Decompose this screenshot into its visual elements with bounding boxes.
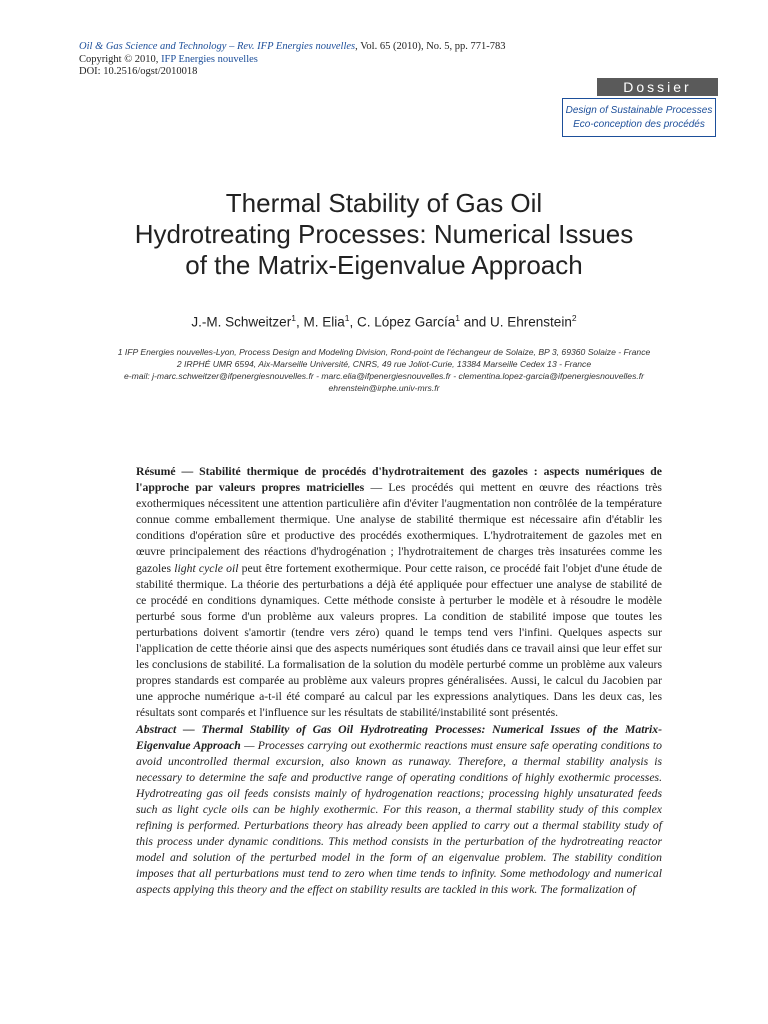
affiliation-1: 1 IFP Energies nouvelles-Lyon, Process Design and Modeling Division, Rond-point de l'échangeur de Solaize, BP 3, 69360 Solaize - France: [117, 347, 651, 357]
author-emails: e-mail: j-marc.schweitzer@ifpenergiesnouvelles.fr - marc.elia@ifpenergiesnouvelles.fr - clementina.lopez-garcia@ifpenergiesnouvelles.fr: [123, 371, 645, 381]
dossier-topic-box: [562, 98, 716, 137]
author-affiliation-mark: 1: [455, 313, 460, 323]
doi: DOI: 10.2516/ogst/2010018: [79, 66, 198, 77]
copyright-text: Copyright © 2010,: [79, 53, 162, 65]
author-name: C. López García: [356, 314, 456, 330]
resume-paragraph: [136, 464, 662, 722]
author-separator: ,: [349, 314, 357, 330]
title-line-3: of the Matrix-Eigenvalue Approach: [185, 250, 583, 280]
abstracts: [136, 464, 662, 899]
copyright-line: [79, 54, 506, 67]
publisher-link[interactable]: IFP Energies nouvelles: [161, 53, 258, 65]
abstract-body: — Processes carrying out exothermic reactions must ensure safe operating conditions to avoid uncontrolled thermal excursion, also known as runaway. Therefore, a thermal stability analysis is necessary to determine the safe and productive range of operating conditions of highly exothermic processes. Hydrotreating gas oil feeds consists mainly of hydrogenation reactions; processing highly unsaturated feeds such as light cycle oils can be highly exothermic. For this reason, a thermal stability study of this complex refining is performed. Perturbations theory has already been applied to carry out a thermal stability study of this process under dynamic conditions. This method consists in the perturbation of the hydrotreating reactor model and solution of the perturbed model in the form of an eigenvalue problem. The stability condition imposes that all perturbations must tend to zero when time tends to infinity. Some methodology and numerical aspects applying this theory and the effect on stability results are tackled in this work. The formalization of: [136, 738, 663, 897]
resume-body-part-1: — Les procédés qui mettent en œuvre des réactions très exothermiques nécessitent une attention particulière afin d'éviter l'augmentation non contrôlée de la température connue comme emballement thermique. Une analyse de stabilité thermique est nécessaire afin d'établir les conditions d'opération sûre et productive des procédés exothermiques. L'hydrotraitement de gazoles met en œuvre principalement des réactions d'hydrogénation ; l'hydrotraitement de charges très insaturées comme les gazoles: [136, 481, 662, 575]
resume-heading: Résumé — Stabilité thermique de procédés d'hydrotraitement des gazoles : aspects numériques de l'approche par valeurs propres matricielles: [136, 465, 662, 495]
title-line-2: Hydrotreating Processes: Numerical Issues: [134, 219, 634, 249]
author-emails-continued: ehrenstein@irphe.univ-mrs.fr: [328, 383, 440, 393]
paper-title: [60, 188, 708, 281]
journal-header: [79, 41, 506, 79]
author-name: J.-M. Schweitzer: [191, 314, 292, 330]
affiliation-2: 2 IRPHÉ UMR 6594, Aix-Marseille Université, CNRS, 49 rue Joliot-Curie, 13384 Marseille Cedex 13 - France: [176, 359, 592, 369]
author-affiliation-mark: 2: [571, 313, 577, 323]
title-line-1: Thermal Stability of Gas Oil: [225, 188, 543, 218]
author-name: U. Ehrenstein: [490, 314, 572, 330]
author-separator: ,: [295, 314, 304, 330]
resume-italic-term: light cycle oil: [174, 561, 239, 575]
dossier-label: Dossier: [597, 78, 718, 96]
affiliations: [50, 346, 718, 394]
author-name: M. Elia: [303, 314, 345, 330]
author-separator: and: [460, 314, 491, 330]
journal-volume: , Vol. 65 (2010), No. 5, pp. 771-783: [355, 41, 506, 52]
author-list: [60, 313, 708, 330]
abstract-heading: Abstract — Thermal Stability of Gas Oil Hydrotreating Processes: Numerical Issues of the Matrix-Eigenvalue Approach: [136, 722, 662, 752]
resume-body-part-2: peut être fortement exothermique. Pour cette raison, ce procédé fait l'objet d'une étude de stabilité thermique. La théorie des perturbations a déjà été appliquée pour effectuer une analyse de stabilité de ce procédé en conditions dynamiques. Cette méthode consiste à perturber le modèle et à résoudre le modèle perturbé sous forme d'un problème aux valeurs propres. La condition de stabilité impose que toutes les perturbations doivent s'amortir (tendre vers zéro) quand le temps tend vers l'infini. Quelques aspects sur l'application de cette théorie ainsi que des aspects numériques sont étudiés dans ce travail ainsi que leur effet sur les conclusions de stabilité. La formalisation de la solution du modèle perturbé comme un problème aux valeurs propres standards est comparée au problème aux valeurs propres généralisées. Aussi, le calcul du Jacobien par une approche numérique a-t-il été comparé au calcul par les expressions analytiques. Dans les deux cas, les résultats sont comparés et l'influence sur les résultats de stabilité/instabilité sont présentés.: [136, 561, 663, 720]
journal-name-link[interactable]: Oil & Gas Science and Technology – Rev. IFP Energies nouvelles: [79, 41, 356, 52]
abstract-paragraph: [136, 722, 662, 899]
author-affiliation-mark: 1: [344, 313, 350, 323]
journal-citation-line: [79, 41, 506, 54]
dossier-topic-fr: Eco-conception des procédés: [573, 119, 705, 130]
author-affiliation-mark: 1: [291, 313, 296, 323]
dossier-topic-en: Design of Sustainable Processes: [565, 105, 713, 116]
